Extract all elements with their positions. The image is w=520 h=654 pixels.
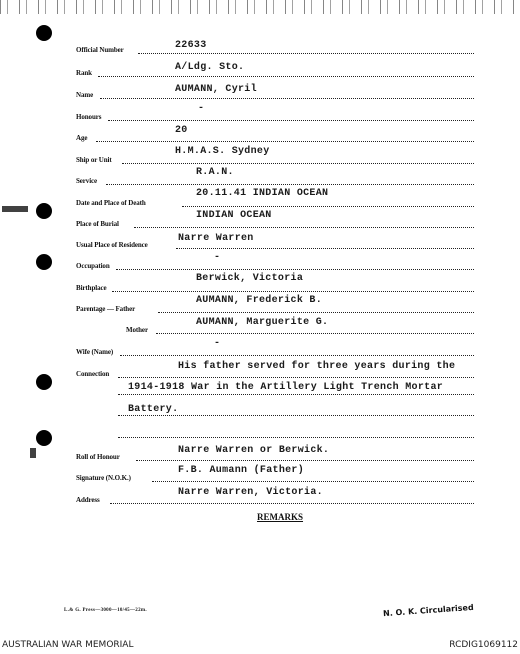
dotted-line	[118, 415, 474, 416]
mother-label: Mother	[126, 326, 148, 334]
connection-line-3: Battery.	[128, 404, 179, 415]
residence-value: Narre Warren	[178, 233, 254, 244]
printer-imprint: L.& G. Press—3000—10/45—22m.	[64, 608, 147, 613]
dotted-line	[136, 460, 474, 461]
burial-label: Place of Burial	[76, 220, 119, 228]
connection-line-2: 1914-1918 War in the Artillery Light Trench Mortar	[128, 382, 444, 393]
dotted-line	[116, 269, 474, 270]
dotted-line	[98, 76, 474, 77]
dotted-line	[152, 481, 474, 482]
father-label: Parentage — Father	[76, 305, 136, 313]
service-value: R.A.N.	[196, 167, 234, 178]
death-label: Date and Place of Death	[76, 199, 146, 207]
age-value: 20	[175, 125, 188, 136]
connection-label: Connection	[76, 370, 110, 378]
roll-of-honour-label: Roll of Honour	[76, 453, 120, 461]
rank-label: Rank	[76, 69, 92, 77]
dotted-line	[118, 377, 474, 378]
death-value: 20.11.41 INDIAN OCEAN	[196, 188, 329, 199]
age-label: Age	[76, 134, 88, 142]
address-label: Address	[76, 496, 100, 504]
dotted-line	[108, 120, 474, 121]
ship-or-unit-label: Ship or Unit	[76, 156, 112, 164]
official-number-label: Official Number	[76, 46, 124, 54]
wife-label: Wife (Name)	[76, 348, 114, 356]
honours-label: Honours	[76, 113, 102, 121]
occupation-label: Occupation	[76, 262, 110, 270]
dotted-line	[176, 248, 474, 249]
binder-hole-1	[36, 25, 52, 41]
burial-value: INDIAN OCEAN	[196, 210, 272, 221]
dotted-line	[120, 355, 474, 356]
dotted-line	[106, 184, 474, 185]
dotted-line	[182, 206, 474, 207]
footer-source: AUSTRALIAN WAR MEMORIAL	[2, 640, 134, 650]
birthplace-value: Berwick, Victoria	[196, 273, 304, 284]
roll-of-honour-value: Narre Warren or Berwick.	[178, 445, 330, 456]
scan-smudge	[30, 448, 36, 458]
binder-hole-5	[36, 430, 52, 446]
occupation-value: -	[214, 252, 221, 263]
service-label: Service	[76, 177, 98, 185]
scan-edge-marks	[0, 0, 520, 14]
binder-hole-2	[36, 203, 52, 219]
official-number-value: 22633	[175, 40, 207, 51]
dotted-line	[100, 98, 474, 99]
dotted-line	[138, 53, 474, 54]
binder-hole-3	[36, 254, 52, 270]
name-label: Name	[76, 91, 94, 99]
nok-circularised-stamp: N. O. K. Circularised	[382, 602, 474, 619]
mother-value: AUMANN, Marguerite G.	[196, 317, 329, 328]
address-value: Narre Warren, Victoria.	[178, 487, 323, 498]
dotted-line	[156, 333, 474, 334]
residence-label: Usual Place of Residence	[76, 241, 148, 249]
father-value: AUMANN, Frederick B.	[196, 295, 323, 306]
remarks-heading: REMARKS	[257, 512, 304, 522]
dotted-line	[122, 163, 474, 164]
signature-value: F.B. Aumann (Father)	[178, 465, 305, 476]
dotted-line	[134, 227, 474, 228]
honours-value: -	[198, 103, 205, 114]
dotted-line	[158, 312, 474, 313]
footer-record-id: RCDIG1069112	[449, 640, 518, 650]
binder-hole-4	[36, 374, 52, 390]
dotted-line	[112, 291, 474, 292]
dotted-line	[110, 503, 474, 504]
birthplace-label: Birthplace	[76, 284, 107, 292]
rank-value: A/Ldg. Sto.	[175, 62, 245, 73]
wife-value: -	[214, 338, 221, 349]
dotted-line	[118, 394, 474, 395]
signature-label: Signature (N.O.K.)	[76, 474, 131, 482]
ship-or-unit-value: H.M.A.S. Sydney	[175, 146, 270, 157]
dotted-line	[96, 141, 474, 142]
dotted-line	[118, 437, 474, 438]
scan-smudge	[2, 206, 28, 212]
name-value: AUMANN, Cyril	[175, 84, 257, 95]
connection-line-1: His father served for three years during the	[178, 361, 456, 372]
